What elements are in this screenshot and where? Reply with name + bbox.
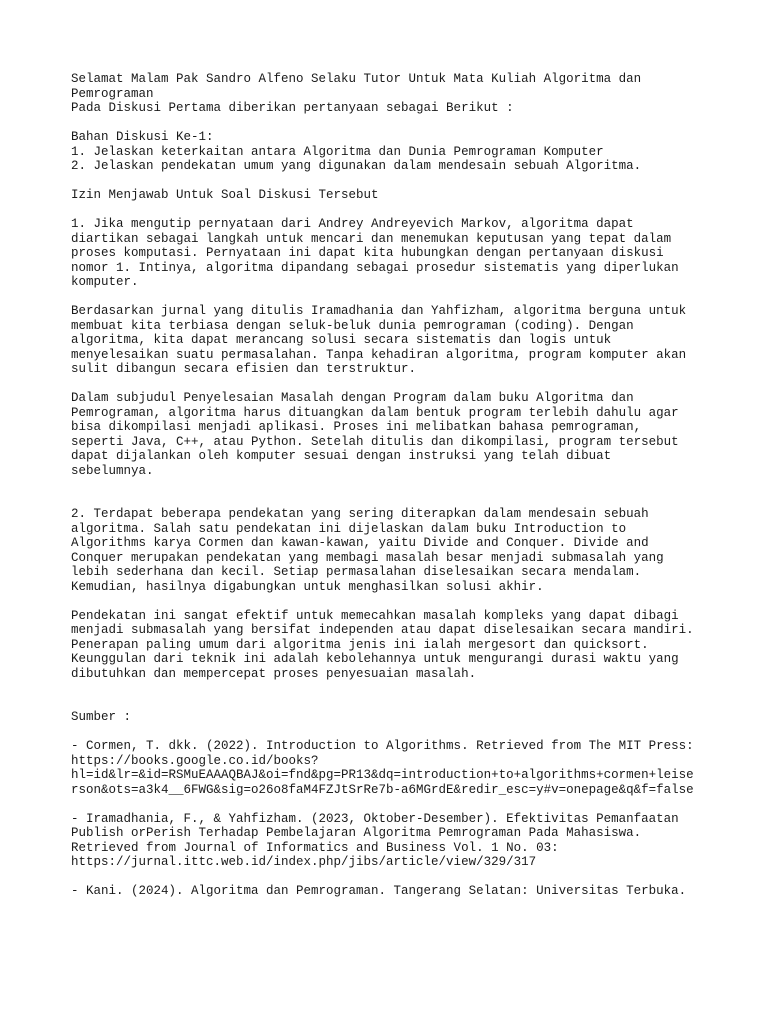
text-line: Berdasarkan jurnal yang ditulis Iramadhania dan Yahfizham, algoritma berguna untuk <box>71 304 687 318</box>
text-line: Kemudian, hasilnya digabungkan untuk menghasilkan solusi akhir. <box>71 579 544 594</box>
source-1 <box>71 739 711 797</box>
text-line: membuat kita terbiasa dengan seluk-beluk dunia pemrograman (coding). Dengan <box>71 318 634 333</box>
text-line: dapat dijalankan oleh komputer sesuai dengan instruksi yang telah dibuat <box>71 449 612 463</box>
text-line: Pemrograman <box>71 86 154 101</box>
text-line: Pemrograman, algoritma harus dituangkan dalam bentuk program terlebih dahulu agar <box>71 405 679 420</box>
text-line: 1. Jika mengutip pernyataan dari Andrey Andreyevich Markov, algoritma dapat <box>71 217 634 231</box>
text-line: - Cormen, T. dkk. (2022). Introduction to Algorithms. Retrieved from The MIT Press: <box>71 739 694 753</box>
document-body <box>71 72 711 913</box>
source-link[interactable]: rson&ots=a3k4__6FWG&sig=o26o8faM4FZJtSrRe7b-a6MGrdE&redir_esc=y#v=onepage&q&f=false <box>71 782 694 797</box>
text-line: seperti Java, C++, atau Python. Setelah ditulis dan dikompilasi, program tersebut <box>71 434 679 449</box>
text-line: 2. Terdapat beberapa pendekatan yang sering diterapkan dalam mendesain sebuah <box>71 507 649 521</box>
text-line: sulit dibangun secara efisien dan terstruktur. <box>71 362 417 376</box>
text-line: algoritma. Salah satu pendekatan ini dijelaskan dalam buku Introduction to <box>71 521 627 536</box>
text-line: Conquer merupakan pendekatan yang membagi masalah besar menjadi submasalah yang <box>71 550 664 565</box>
text-line: Algorithms karya Cormen dan kawan-kawan, yaitu Divide and Conquer. Divide and <box>71 536 649 550</box>
sources-heading <box>71 710 711 725</box>
text-line: Pendekatan ini sangat efektif untuk memecahkan masalah kompleks yang dapat dibagi <box>71 608 679 623</box>
text-line: bisa dikompilasi menjadi aplikasi. Proses ini melibatkan bahasa pemrograman, <box>71 420 642 434</box>
text-line: Retrieved from Journal of Informatics and Business Vol. 1 No. 03: <box>71 840 559 855</box>
text-line: menyelesaikan suatu permasalahan. Tanpa kehadiran algoritma, program komputer akan <box>71 347 687 362</box>
text-line: lebih sederhana dan kecil. Setiap permasalahan diselesaikan secara mendalam. <box>71 565 642 579</box>
questions-paragraph <box>71 130 711 174</box>
text-line: Bahan Diskusi Ke-1: <box>71 130 214 144</box>
answer2-paragraph-2 <box>71 609 711 682</box>
text-line: dibutuhkan dan mempercepat proses penyesuaian masalah. <box>71 666 477 681</box>
intro-paragraph <box>71 188 711 203</box>
text-line: proses komputasi. Pernyataan ini dapat kita hubungkan dengan pertanyaan diskusi <box>71 246 664 260</box>
text-line: Penerapan paling umum dari algoritma jenis ini ialah mergesort dan quicksort. <box>71 637 649 652</box>
answer1-paragraph-2 <box>71 304 711 377</box>
text-line: Publish orPerish Terhadap Pembelajaran Algoritma Pemrograman Pada Mahasiswa. <box>71 826 642 840</box>
source-2 <box>71 812 711 870</box>
answer2-paragraph-1 <box>71 507 711 594</box>
text-line: sebelumnya. <box>71 463 154 478</box>
text-line: 2. Jelaskan pendekatan umum yang digunakan dalam mendesain sebuah Algoritma. <box>71 159 642 173</box>
source-link[interactable]: https://books.google.co.id/books? <box>71 753 319 768</box>
source-3 <box>71 884 711 899</box>
text-line: 1. Jelaskan keterkaitan antara Algoritma dan Dunia Pemrograman Komputer <box>71 144 604 159</box>
text-line: - Iramadhania, F., & Yahfizham. (2023, Oktober-Desember). Efektivitas Pemanfaatan <box>71 811 679 826</box>
text-line: komputer. <box>71 275 139 289</box>
source-link[interactable]: hl=id&lr=&id=RSMuEAAAQBAJ&oi=fnd&pg=PR13&dq=introduction+to+algorithms+cormen+leise <box>71 768 694 782</box>
greeting-paragraph <box>71 72 711 116</box>
text-line: menjadi submasalah yang bersifat independen atau dapat diselesaikan secara mandiri. <box>71 623 694 637</box>
text-line: Selamat Malam Pak Sandro Alfeno Selaku Tutor Untuk Mata Kuliah Algoritma dan <box>71 72 642 86</box>
text-line: algoritma, kita dapat merancang solusi secara sistematis dan logis untuk <box>71 333 612 347</box>
text-line: Sumber : <box>71 710 132 724</box>
source-link[interactable]: https://jurnal.ittc.web.id/index.php/jibs/article/view/329/317 <box>71 855 537 869</box>
text-line: Pada Diskusi Pertama diberikan pertanyaan sebagai Berikut : <box>71 101 514 115</box>
text-line: Keunggulan dari teknik ini adalah kebolehannya untuk mengurangi durasi waktu yang <box>71 652 679 666</box>
answer1-paragraph-1 <box>71 217 711 290</box>
answer1-paragraph-3 <box>71 391 711 478</box>
text-line: Izin Menjawab Untuk Soal Diskusi Tersebut <box>71 188 379 202</box>
text-line: nomor 1. Intinya, algoritma dipandang sebagai prosedur sistematis yang diperlukan <box>71 260 679 275</box>
text-line: Dalam subjudul Penyelesaian Masalah dengan Program dalam buku Algoritma dan <box>71 391 634 405</box>
text-line: diartikan sebagai langkah untuk mencari dan menemukan keputusan yang tepat dalam <box>71 231 672 246</box>
text-line: - Kani. (2024). Algoritma dan Pemrograman. Tangerang Selatan: Universitas Terbuka. <box>71 884 687 898</box>
